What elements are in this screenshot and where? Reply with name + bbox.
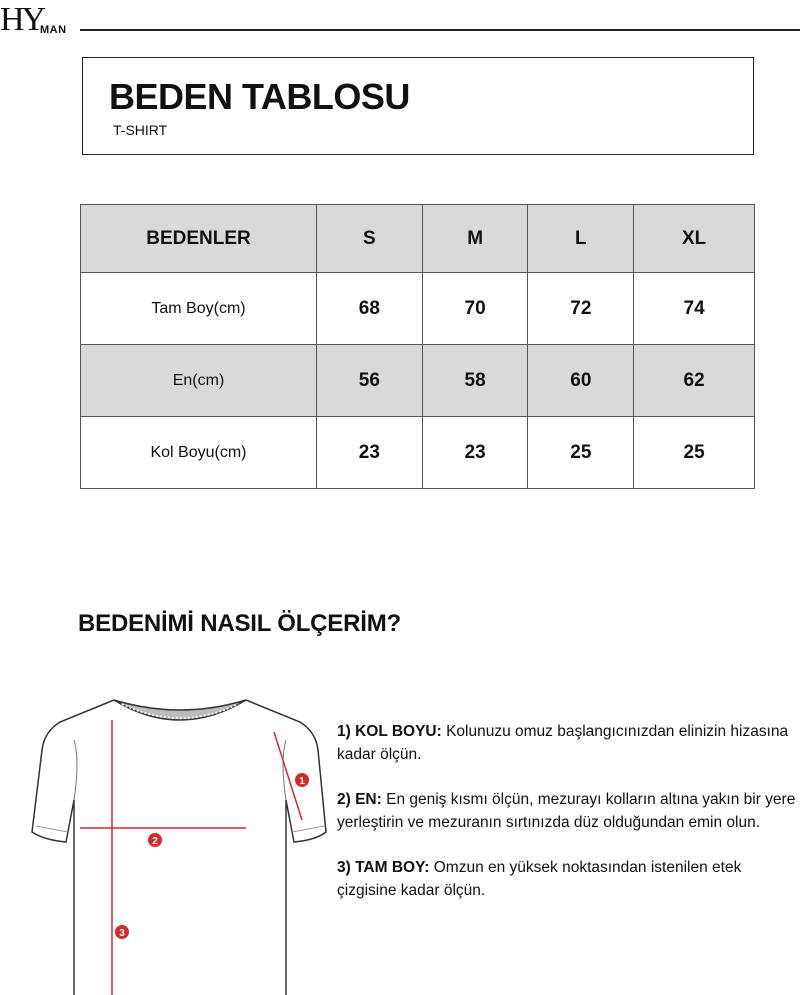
table-cell: 74 — [634, 273, 755, 345]
measure-heading: BEDENİMİ NASIL ÖLÇERİM? — [78, 610, 401, 637]
brand-sub: MAN — [40, 24, 67, 36]
table-cell: 60 — [528, 345, 634, 417]
marker-2-label: 2 — [152, 836, 158, 847]
instruction-length — [337, 856, 797, 902]
header-cell: S — [317, 205, 423, 273]
page-subtitle: T-SHIRT — [113, 122, 168, 138]
row-label: Kol Boyu(cm) — [81, 417, 317, 489]
measure-instructions — [337, 720, 797, 924]
brand-logo — [0, 2, 80, 42]
instruction-width — [337, 788, 797, 834]
sleeve-fold-left — [74, 740, 77, 800]
brand-main: HY — [0, 1, 44, 38]
instruction-heading: 3) TAM BOY: — [337, 859, 430, 876]
table-cell: 62 — [634, 345, 755, 417]
row-label: Tam Boy(cm) — [81, 273, 317, 345]
instruction-heading: 2) EN: — [337, 791, 382, 808]
table-cell: 25 — [528, 417, 634, 489]
table-row — [81, 273, 755, 345]
tshirt-outline — [32, 700, 326, 995]
header-cell: BEDENLER — [81, 205, 317, 273]
table-cell: 56 — [317, 345, 423, 417]
table-row — [81, 345, 755, 417]
table-cell: 23 — [317, 417, 423, 489]
title-box — [82, 57, 754, 155]
table-row — [81, 417, 755, 489]
table-cell: 72 — [528, 273, 634, 345]
instruction-text: Omzun en yüksek noktasından istenilen etek çizgisine kadar ölçün. — [337, 859, 742, 899]
top-divider — [80, 29, 800, 31]
tshirt-diagram — [30, 680, 330, 995]
size-table — [80, 204, 755, 489]
header-cell: XL — [634, 205, 755, 273]
header-cell: L — [528, 205, 634, 273]
table-cell: 23 — [422, 417, 528, 489]
marker-1-label: 1 — [299, 776, 305, 787]
table-cell: 68 — [317, 273, 423, 345]
instruction-sleeve — [337, 720, 797, 766]
table-header-row — [81, 205, 755, 273]
instruction-text: En geniş kısmı ölçün, mezurayı kolların altına yakın bir yere yerleştirin ve mezuranın sırtınızda düz olduğundan emin olun. — [337, 791, 796, 831]
instruction-text: Kolunuzu omuz başlangıcınızdan elinizin hizasına kadar ölçün. — [337, 723, 789, 763]
page-title: BEDEN TABLOSU — [109, 76, 410, 117]
table-cell: 58 — [422, 345, 528, 417]
instruction-heading: 1) KOL BOYU: — [337, 723, 442, 740]
row-label: En(cm) — [81, 345, 317, 417]
header-cell: M — [422, 205, 528, 273]
marker-3-label: 3 — [119, 928, 125, 939]
table-cell: 25 — [634, 417, 755, 489]
table-cell: 70 — [422, 273, 528, 345]
